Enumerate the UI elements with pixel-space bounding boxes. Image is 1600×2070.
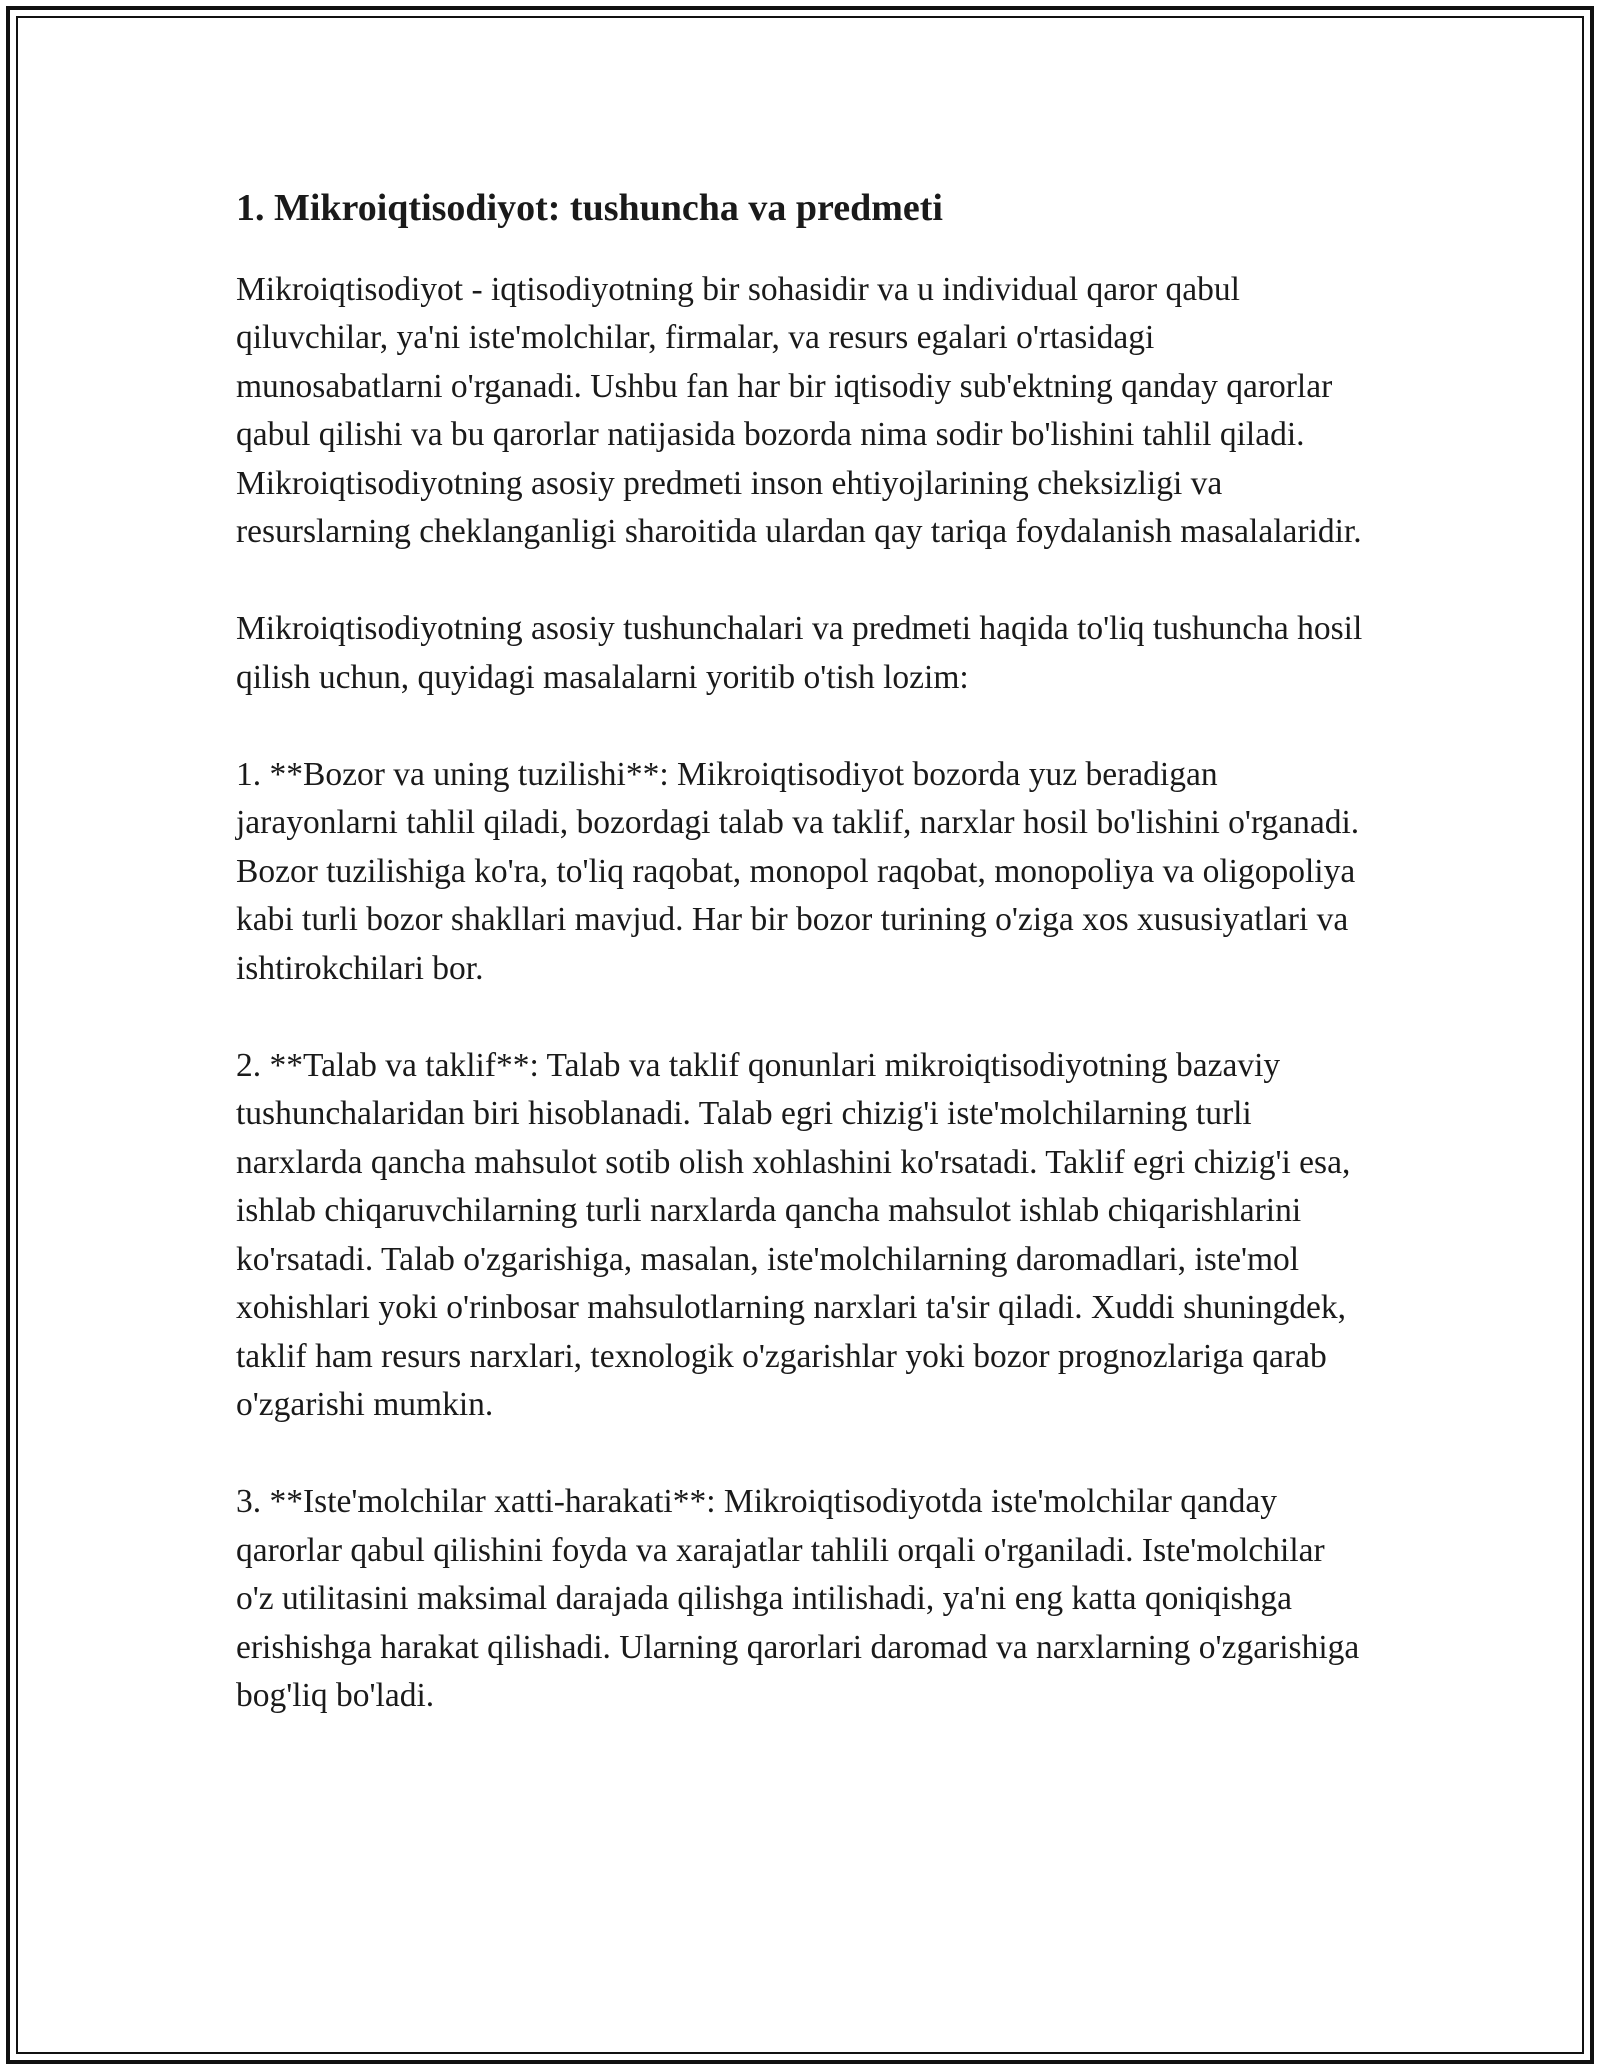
paragraph-overview: Mikroiqtisodiyotning asosiy tushunchalari va predmeti haqida to'liq tushuncha hosil qilish uchun, quyidagi masalalarni yoritib o'tish lozim: <box>236 610 1363 696</box>
paragraph-intro: Mikroiqtisodiyot - iqtisodiyotning bir sohasidir va u individual qaror qabul qiluvchilar, ya'ni iste'molchilar, firmalar, va resurs egalari o'rtasidagi munosabatlarni o'rganadi. Ushbu fan har bir iqtisodiy sub'ektning qanday qarorlar qabul qilishi va bu qarorlar natijasida bozorda nima sodir bo'lishini tahlil qiladi. Mikroiqtisodiyotning asosiy predmeti inson ehtiyojlarining cheksizligi va resurslarning cheklanganligi sharoitida ulardan qay tariqa foydalanish masalalaridir. <box>236 270 1362 551</box>
page-title: 1. Mikroiqtisodiyot: tushuncha va predmeti <box>236 187 943 229</box>
document-body <box>236 186 1366 1769</box>
paragraph-item-market-structure: 1. **Bozor va uning tuzilishi**: Mikroiqtisodiyot bozorda yuz beradigan jarayonlarni tahlil qiladi, bozordagi talab va taklif, narxlar hosil bo'lishini o'rganadi. Bozor tuzilishiga ko'ra, to'liq raqobat, monopol raqobat, monopoliya va oligopoliya kabi turli bozor shakllari mavjud. Har bir bozor turining o'ziga xos xususiyatlari va ishtirokchilari bor. <box>236 755 1360 987</box>
paragraph-item-supply-demand: 2. **Talab va taklif**: Talab va taklif qonunlari mikroiqtisodiyotning bazaviy tushunchalaridan biri hisoblanadi. Talab egri chizig'i iste'molchilarning turli narxlarda qancha mahsulot sotib olish xohlashini ko'rsatadi. Taklif egri chizig'i esa, ishlab chiqaruvchilarning turli narxlarda qancha mahsulot ishlab chiqarishlarini ko'rsatadi. Talab o'zgarishiga, masalan, iste'molchilarning daromadlari, iste'mol xohishlari yoki o'rinbosar mahsulotlarning narxlari ta'sir qiladi. Xuddi shuningdek, taklif ham resurs narxlari, texnologik o'zgarishlar yoki bozor prognozlariga qarab o'zgarishi mumkin. <box>236 1046 1351 1424</box>
paragraph-item-consumer-behavior: 3. **Iste'molchilar xatti-harakati**: Mikroiqtisodiyotda iste'molchilar qanday qarorlar qabul qilishini foyda va xarajatlar tahlili orqali o'rganiladi. Iste'molchilar o'z utilitasini maksimal darajada qilishga intilishadi, ya'ni eng katta qoniqishga erishishga harakat qilishadi. Ularning qarorlari daromad va narxlarning o'zgarishiga bog'liq bo'ladi. <box>236 1483 1360 1715</box>
